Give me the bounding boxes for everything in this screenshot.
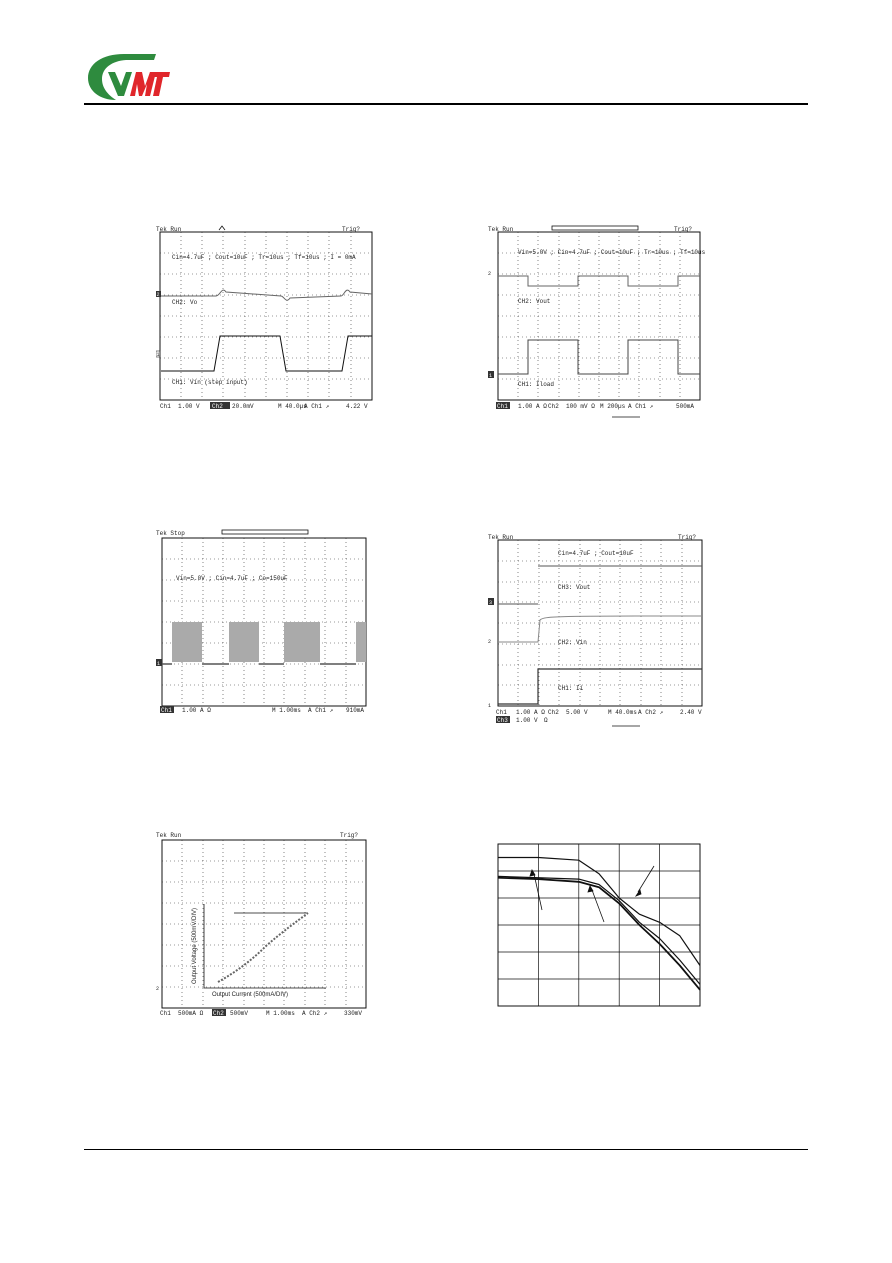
svg-text:A Ch2 ↗: A Ch2 ↗: [638, 709, 664, 716]
svg-text:500mA Ω: 500mA Ω: [178, 1010, 204, 1017]
scope-mode: Tek Run: [156, 226, 182, 233]
scope-trig: Trig?: [342, 226, 361, 233]
channel-marker-1: 1: [489, 373, 493, 379]
scope-trig: Trig?: [340, 832, 359, 839]
current-trace: [498, 669, 702, 704]
svg-text:Ch2: Ch2: [548, 709, 559, 716]
scope-mode: Tek Run: [488, 226, 514, 233]
svg-text:Ch2: Ch2: [548, 403, 559, 410]
svg-text:Ch1: Ch1: [160, 1010, 171, 1017]
svg-text:M 40.0µs: M 40.0µs: [278, 403, 307, 410]
scope-annotation: Vin=5.0V ; Cin=4.7uF ; Cout=10uF ; Tr=10us ; Tf=10us: [518, 249, 706, 256]
trace-label-ch2: CH2: Vin: [558, 639, 587, 646]
svg-text:M 40.0ms: M 40.0ms: [608, 709, 637, 716]
series-arrows: [530, 866, 654, 922]
vin-trace: [161, 336, 372, 371]
oscilloscope-current-limit: [156, 830, 374, 1018]
trace-label-ch2: CH2: Vout: [518, 298, 551, 305]
series-line-3: [498, 878, 700, 990]
status-bar: [160, 706, 364, 714]
svg-text:1.00 A Ω: 1.00 A Ω: [182, 707, 211, 714]
header-rule: [84, 103, 808, 105]
svg-text:A Ch2 ↗: A Ch2 ↗: [302, 1010, 328, 1017]
record-bar: [552, 226, 638, 230]
svg-text:1.00 V: 1.00 V: [516, 717, 538, 724]
svg-text:Ch1: Ch1: [497, 403, 508, 410]
channel-marker-2: 2: [156, 292, 160, 298]
svg-text:M 1.00ms: M 1.00ms: [272, 707, 301, 714]
svg-text:1.00 V: 1.00 V: [178, 403, 200, 410]
trace-label-ch1: CH1: Vin (step input): [172, 379, 248, 386]
footer-rule: [84, 1149, 808, 1150]
trace-label-ch3: CH3: Vout: [558, 584, 591, 591]
scope-mode: Tek Run: [488, 534, 514, 541]
channel-marker-1: 1: [156, 352, 160, 358]
arrow-series-2: [592, 890, 604, 922]
svg-text:A Ch1 ↗: A Ch1 ↗: [628, 403, 654, 410]
vi-curve: [218, 913, 308, 982]
channel-marker-3: 3: [489, 600, 493, 606]
status-bar: [160, 402, 368, 410]
svg-text:Ω: Ω: [544, 717, 548, 724]
scope-mode: Tek Stop: [156, 530, 185, 537]
status-bar: [496, 402, 694, 410]
svg-text:1.00 A Ω: 1.00 A Ω: [516, 709, 545, 716]
inset-plot: [192, 904, 326, 998]
characteristic-chart: [494, 840, 704, 1010]
oscilloscope-startup: [488, 532, 706, 728]
trace-label-ch1: CH1: Iload: [518, 381, 555, 388]
scope-annotation: Cin=4.7uF ; Cout=10uF: [558, 550, 634, 557]
oscilloscope-line-transient: [156, 224, 374, 410]
pulse-trace: [172, 622, 366, 662]
svg-text:M 200µs: M 200µs: [600, 403, 626, 410]
scope-trig: Trig?: [678, 534, 697, 541]
scope-mode: Tek Run: [156, 832, 182, 839]
svg-text:500mA: 500mA: [676, 403, 695, 410]
svg-text:330mV: 330mV: [344, 1010, 363, 1017]
trace-label-ch2: CH2: Vo: [172, 299, 198, 306]
channel-marker-2: 2: [488, 639, 492, 645]
svg-text:Ch1: Ch1: [496, 709, 507, 716]
oscilloscope-pulse-load: [156, 528, 374, 714]
svg-text:Ch3: Ch3: [497, 717, 508, 724]
svg-text:A Ch1 ↗: A Ch1 ↗: [304, 403, 330, 410]
svg-text:20.0mV: 20.0mV: [232, 403, 254, 410]
status-bar: [496, 709, 702, 724]
vout-trace: [498, 616, 702, 642]
svg-text:M 1.00ms: M 1.00ms: [266, 1010, 295, 1017]
scope-annotation: Vin=5.0V ; Cin=4.7uF ; Co=150uF: [176, 575, 288, 582]
svg-text:Ch2: Ch2: [212, 403, 223, 410]
trace-label-ch1: CH1: Ii: [558, 685, 584, 692]
svg-text:500mV: 500mV: [230, 1010, 249, 1017]
svg-text:Ch1: Ch1: [160, 403, 171, 410]
arrow-series-1: [638, 866, 654, 892]
channel-marker-2: 2: [488, 271, 492, 277]
company-logo: [84, 50, 170, 104]
status-bar: [160, 1009, 362, 1017]
svg-text:5.00 V: 5.00 V: [566, 709, 588, 716]
svg-text:100 mV Ω: 100 mV Ω: [566, 403, 595, 410]
record-bar: [222, 530, 308, 534]
svg-text:Ch2: Ch2: [213, 1010, 224, 1017]
vin-step-trace: [498, 566, 702, 604]
scope-annotation: Cin=4.7uF ; Cout=10uF ; Tr=10us ; Tf=10us ; I = 0mA: [172, 254, 356, 261]
channel-marker-1: 1: [157, 661, 161, 667]
series-line-2: [498, 876, 700, 984]
svg-text:A Ch1 ↗: A Ch1 ↗: [308, 707, 334, 714]
svg-text:1.00 A Ω: 1.00 A Ω: [518, 403, 547, 410]
inset-xlabel: Output Current (500mA/DIV): [212, 992, 289, 998]
channel-marker-2: 2: [156, 986, 160, 992]
channel-marker-1: 1: [488, 703, 492, 709]
chart-grid: [498, 844, 700, 1006]
svg-text:Ch1: Ch1: [161, 707, 172, 714]
oscilloscope-load-transient: [488, 224, 706, 420]
scope-trig: Trig?: [674, 226, 693, 233]
svg-text:2.40 V: 2.40 V: [680, 709, 702, 716]
inset-ylabel: Output Voltage (500mV/DIV): [192, 907, 198, 984]
trigger-marker-icon: [219, 226, 225, 230]
svg-text:4.22 V: 4.22 V: [346, 403, 368, 410]
svg-text:910mA: 910mA: [346, 707, 365, 714]
